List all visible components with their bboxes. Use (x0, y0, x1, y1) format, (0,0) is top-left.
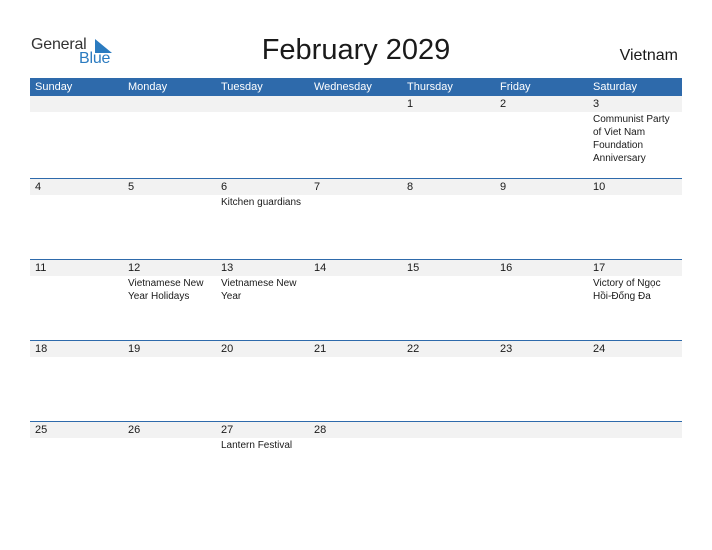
day-cell (216, 422, 309, 502)
day-number (407, 423, 495, 437)
day-number: 10 (593, 181, 606, 193)
weekday-monday: Monday (128, 81, 168, 93)
weekday-friday: Friday (500, 81, 531, 93)
day-cell (30, 341, 123, 421)
day-number: 7 (314, 181, 321, 193)
day-cell (309, 260, 402, 340)
day-cell (588, 341, 682, 421)
day-number (221, 97, 309, 111)
day-cell (402, 179, 495, 259)
day-cell (588, 179, 682, 259)
day-number: 27 (221, 424, 234, 436)
day-number: 21 (314, 343, 327, 355)
holiday-event: Kitchen guardians (221, 197, 302, 208)
day-number (128, 97, 216, 111)
day-cell (30, 260, 123, 340)
country-label: Vietnam (619, 47, 678, 64)
day-number: 13 (221, 262, 234, 274)
day-number (35, 97, 123, 111)
weeks-container (30, 96, 682, 502)
day-cell (495, 96, 588, 178)
weekday-wednesday: Wednesday (314, 81, 372, 93)
holiday-event: Vietnamese New Year Holidays (128, 278, 204, 302)
day-number (500, 423, 588, 437)
day-number: 20 (221, 343, 234, 355)
day-number: 11 (35, 262, 47, 274)
day-number: 14 (314, 262, 327, 274)
day-cell (309, 96, 402, 178)
day-number: 19 (128, 343, 141, 355)
day-cell (495, 260, 588, 340)
day-number: 24 (593, 343, 606, 355)
day-number: 12 (128, 262, 141, 274)
weekday-sunday: Sunday (35, 81, 73, 93)
weekday-saturday: Saturday (593, 81, 638, 93)
day-cell (588, 260, 682, 340)
day-cell (216, 260, 309, 340)
day-number: 17 (593, 262, 606, 274)
week-row (30, 96, 682, 178)
day-cell (309, 341, 402, 421)
day-cell (123, 422, 216, 502)
day-cell (495, 422, 588, 502)
holiday-event: Communist Party of Viet Nam Foundation Anniversary (593, 114, 670, 164)
day-number: 28 (314, 424, 327, 436)
day-cell (588, 96, 682, 178)
day-cell (123, 179, 216, 259)
holiday-event: Victory of Ngọc Hồi-Đống Đa (593, 278, 661, 302)
day-number: 8 (407, 181, 414, 193)
day-number (314, 97, 402, 111)
day-cell (402, 422, 495, 502)
day-number: 2 (500, 98, 507, 110)
day-number: 22 (407, 343, 420, 355)
day-number: 18 (35, 343, 48, 355)
day-number: 15 (407, 262, 420, 274)
page-title: February 2029 (261, 34, 451, 66)
day-number: 3 (593, 98, 600, 110)
logo-text-blue: Blue (79, 50, 111, 67)
day-number: 6 (221, 181, 228, 193)
day-cell (123, 341, 216, 421)
day-cell (216, 96, 309, 178)
day-cell (402, 341, 495, 421)
day-cell (123, 96, 216, 178)
day-number (593, 423, 682, 437)
week-row (30, 421, 682, 502)
day-cell (495, 179, 588, 259)
day-cell (309, 422, 402, 502)
day-number: 23 (500, 343, 513, 355)
week-row (30, 259, 682, 340)
day-cell (216, 179, 309, 259)
day-cell (309, 179, 402, 259)
day-number: 26 (128, 424, 141, 436)
day-number: 4 (35, 181, 42, 193)
holiday-event: Vietnamese New Year (221, 278, 297, 302)
day-number: 1 (407, 98, 414, 110)
holiday-event: Lantern Festival (221, 440, 293, 451)
day-cell (123, 260, 216, 340)
week-row (30, 178, 682, 259)
weekday-tuesday: Tuesday (221, 81, 263, 93)
day-cell (216, 341, 309, 421)
day-cell (402, 96, 495, 178)
day-cell (30, 96, 123, 178)
day-number: 16 (500, 262, 513, 274)
day-cell (402, 260, 495, 340)
logo-text-general: General (31, 36, 87, 53)
weekday-header (30, 78, 682, 96)
day-cell (30, 422, 123, 502)
day-cell (588, 422, 682, 502)
weekday-thursday: Thursday (407, 81, 453, 93)
day-number: 25 (35, 424, 48, 436)
day-cell (495, 341, 588, 421)
week-row (30, 340, 682, 421)
day-number: 9 (500, 181, 507, 193)
calendar-grid (30, 78, 682, 502)
day-cell (30, 179, 123, 259)
day-number: 5 (128, 181, 135, 193)
